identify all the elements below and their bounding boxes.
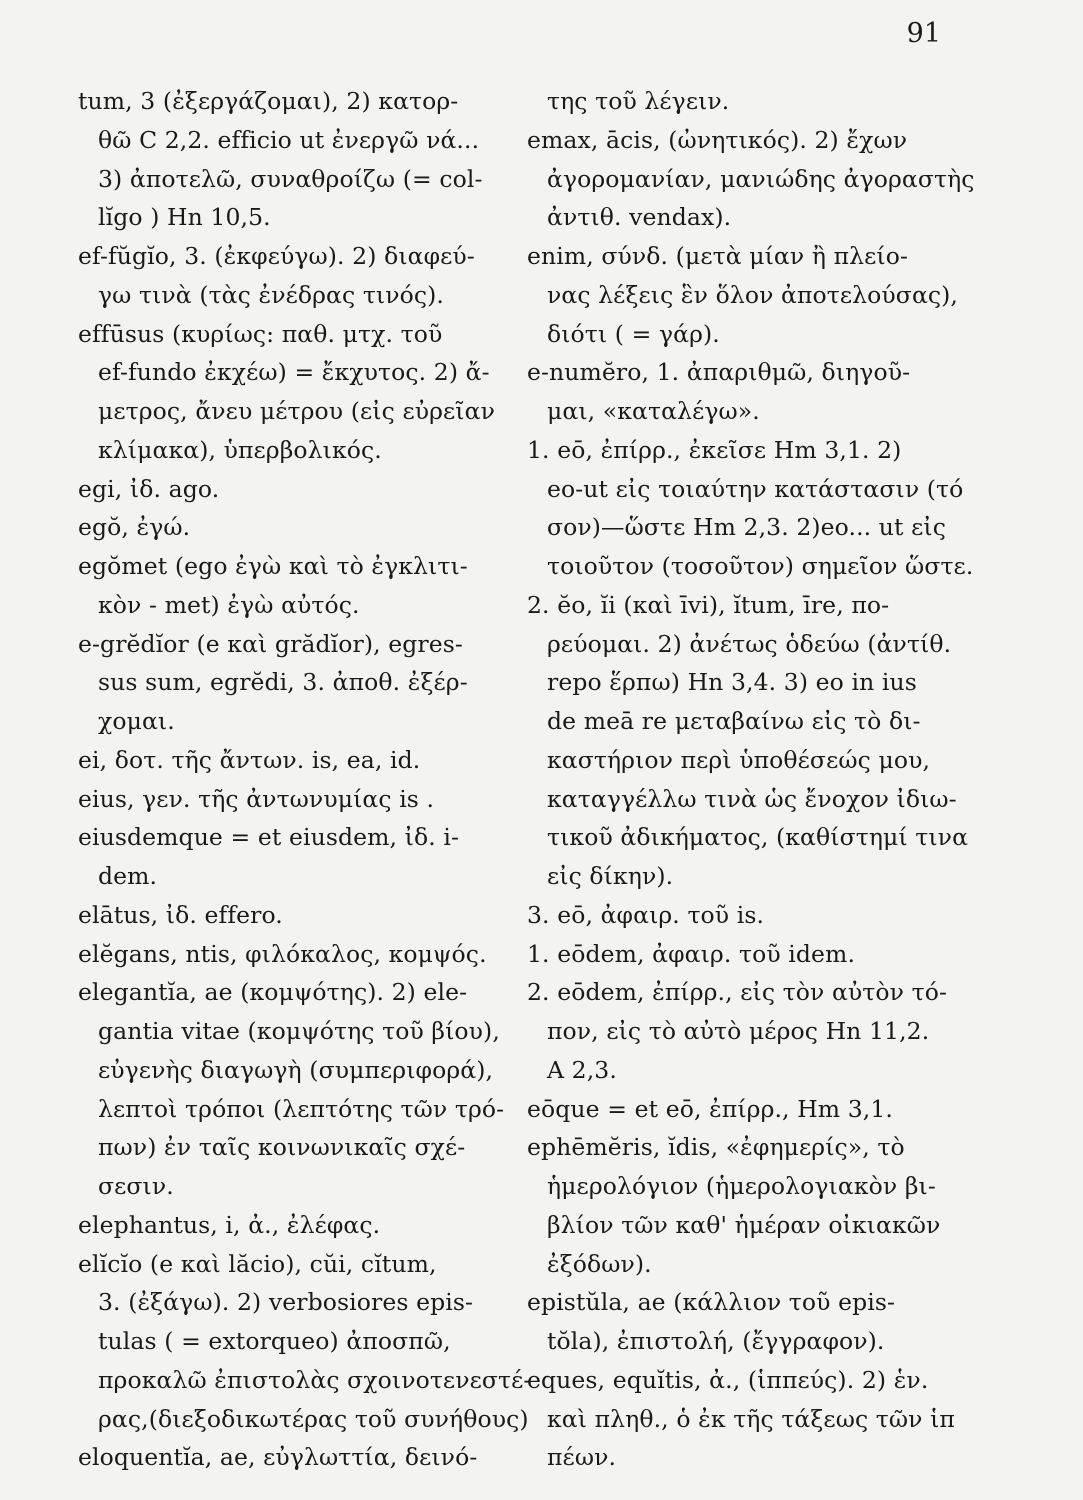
entry-line: egŏ, ἐγώ. <box>78 513 191 542</box>
entry-line: emax, ācis, (ὠνητικός). 2) ἔχων <box>527 125 908 154</box>
entry-line: 1. eō, ἐπίρρ., ἐκεῖσε Hm 3,1. 2) <box>527 435 902 464</box>
entry-line: 3. eō, ἀφαιρ. τοῦ is. <box>527 900 765 929</box>
page-number: 91 <box>906 18 941 49</box>
entry-line: ephēmĕris, ĭdis, «ἐφημερίς», τὸ <box>527 1133 905 1162</box>
entry-line: της τοῦ λέγειν. <box>547 87 730 115</box>
entry-line: καταγγέλλω τινὰ ὡς ἔνοχον ἰδιω- <box>547 784 957 813</box>
entry-line: e-grĕdĭor (e καὶ grădĭor), egres- <box>78 629 463 658</box>
entry-line: ρεύομαι. 2) ἀνέτως ὁδεύω (ἀντίθ. <box>547 629 952 658</box>
entry-line: κλίμακα), ὑπερβολικός. <box>98 435 382 464</box>
entry-line: 1. eōdem, ἀφαιρ. τοῦ idem. <box>527 939 856 968</box>
entry-line: ρας,(διεξοδικωτέρας τοῦ συνήθους) <box>98 1404 529 1433</box>
entry-line: egi, ἰδ. ago. <box>78 474 220 503</box>
entry-line: καὶ πληθ., ὁ ἐκ τῆς τάξεως τῶν ἱπ <box>547 1404 955 1433</box>
entry-line: ef-fŭgĭo, 3. (ἐκφεύγω). 2) διαφεύ- <box>78 242 475 270</box>
entry-line: κὸν - met) ἐγὼ αὐτός. <box>98 590 360 619</box>
entry-line: ἀντιθ. vendax). <box>547 203 732 232</box>
entry-line: de meā re μεταβαίνω εἰς τὸ δι- <box>547 707 921 735</box>
entry-line: μετρος, ἄνευ μέτρου (εἰς εὐρεῖαν <box>98 397 495 425</box>
entry-line: repo ἕρπω) Hn 3,4. 3) eo in ius <box>547 668 917 697</box>
entry-line: eques, equĭtis, ἀ., (ἱππεύς). 2) ἑν. <box>527 1365 929 1394</box>
entry-line: νας λέξεις ἓν ὅλον ἀποτελούσας), <box>547 280 959 309</box>
entry-line: enim, σύνδ. (μετὰ μίαν ἢ πλείο- <box>527 242 909 270</box>
entry-line: elegantĭa, ae (κομψότης). 2) ele- <box>78 978 468 1007</box>
entry-line: ἡμερολόγιον (ἡμερολογιακὸν βι- <box>547 1172 936 1200</box>
entry-line: egŏmet (ego ἐγὼ καὶ τὸ ἐγκλιτι- <box>78 552 468 580</box>
entry-line: dem. <box>98 862 158 890</box>
entry-line: elĭcĭo (e καὶ lăcio), cŭi, cĭtum, <box>78 1249 437 1278</box>
entry-line: θῶ C 2,2. efficio ut ἐνεργῶ νά... <box>98 125 480 154</box>
entry-line: e-numĕro, 1. ἀπαριθμῶ, διηγοῦ- <box>527 358 911 387</box>
entry-line: ei, δοτ. τῆς ἄντων. is, ea, id. <box>78 745 421 774</box>
left-column <box>78 82 532 1477</box>
entry-line: εἰς δίκην). <box>547 862 674 890</box>
entry-line: elĕgans, ntis, φιλόκαλος, κομψός. <box>78 939 487 968</box>
entry-line: μαι, «καταλέγω». <box>547 397 760 425</box>
entry-line: λεπτοὶ τρόποι (λεπτότης τῶν τρό- <box>98 1094 505 1123</box>
entry-line: γω τινὰ (τὰς ἐνέδρας τινός). <box>98 280 444 309</box>
entry-line: tulas ( = extorqueo) ἀποσπῶ, <box>98 1327 451 1355</box>
entry-line: πέων. <box>547 1443 617 1472</box>
entry-line: τοιοῦτον (τοσοῦτον) σημεῖον ὥστε. <box>547 552 974 580</box>
entry-line: eiusdemque = et eiusdem, ἰδ. i- <box>78 823 460 852</box>
entry-line: eōque = et eō, ἐπίρρ., Hm 3,1. <box>527 1094 893 1123</box>
entry-line: πον, εἰς τὸ αὐτὸ μέρος Hn 11,2. <box>547 1017 930 1045</box>
entry-line: ef-fundo ἐκχέω) = ἔκχυτος. 2) ἄ- <box>98 358 490 387</box>
entry-line: 2. eōdem, ἐπίρρ., εἰς τὸν αὐτὸν τό- <box>527 978 948 1007</box>
entry-line: τικοῦ ἀδικήματος, (καθίστημί τινα <box>547 823 969 852</box>
entry-line: σον)—ὥστε Hm 2,3. 2)eo... ut εἰς <box>547 513 946 542</box>
entry-line: lĭgo ) Hn 10,5. <box>98 203 271 232</box>
entry-line: σεσιν. <box>98 1172 174 1200</box>
entry-line: χομαι. <box>98 707 175 735</box>
entry-line: διότι ( = γάρ). <box>547 319 720 348</box>
entry-line: πων) ἐν ταῖς κοινωνικαῖς σχέ- <box>98 1133 466 1162</box>
entry-line: epistŭla, ae (κάλλιον τοῦ epis- <box>527 1288 896 1317</box>
entry-line: 2. ĕo, ĭi (καὶ īvi), ĭtum, īre, πο- <box>527 590 890 619</box>
right-column <box>527 82 975 1477</box>
entry-line: ἐξόδων). <box>547 1249 652 1278</box>
entry-line: εὐγενὴς διαγωγὴ (συμπεριφορά), <box>98 1055 494 1084</box>
entry-line: sus sum, egrĕdi, 3. ἀποθ. ἐξέρ- <box>98 668 468 697</box>
entry-line: A 2,3. <box>547 1055 617 1084</box>
entry-line: elātus, ἰδ. effero. <box>78 900 283 929</box>
entry-line: eius, γεν. τῆς ἀντωνυμίας is . <box>78 784 435 813</box>
entry-line: βλίον τῶν καθ' ἡμέραν οἰκιακῶν <box>547 1210 941 1239</box>
entry-line: tum, 3 (ἐξεργάζομαι), 2) κατορ- <box>78 87 459 115</box>
entry-line: 3) ἀποτελῶ, συναθροίζω (= col- <box>98 164 483 193</box>
entry-line: 3. (ἐξάγω). 2) verbosiores epis- <box>98 1288 474 1317</box>
entry-line: καστήριον περὶ ὑποθέσεώς μου, <box>547 745 931 774</box>
entry-line: elephantus, i, ἀ., ἐλέφας. <box>78 1210 381 1239</box>
entry-line: eloquentĭa, ae, εὐγλωττία, δεινό- <box>78 1443 478 1472</box>
entry-line: προκαλῶ ἐπιστολὰς σχοινοτενεστέ- <box>98 1365 532 1394</box>
entry-line: tŏla), ἐπιστολή, (ἔγγραφον). <box>547 1327 885 1355</box>
entry-line: ἀγορομανίαν, μανιώδης ἀγοραστὴς <box>547 164 975 193</box>
entry-line: gantia vitae (κομψότης τοῦ βίου), <box>98 1017 500 1045</box>
entry-line: eo-ut εἰς τοιαύτην κατάστασιν (τό <box>547 474 964 503</box>
entry-line: effūsus (κυρίως: παθ. μτχ. τοῦ <box>78 319 443 348</box>
